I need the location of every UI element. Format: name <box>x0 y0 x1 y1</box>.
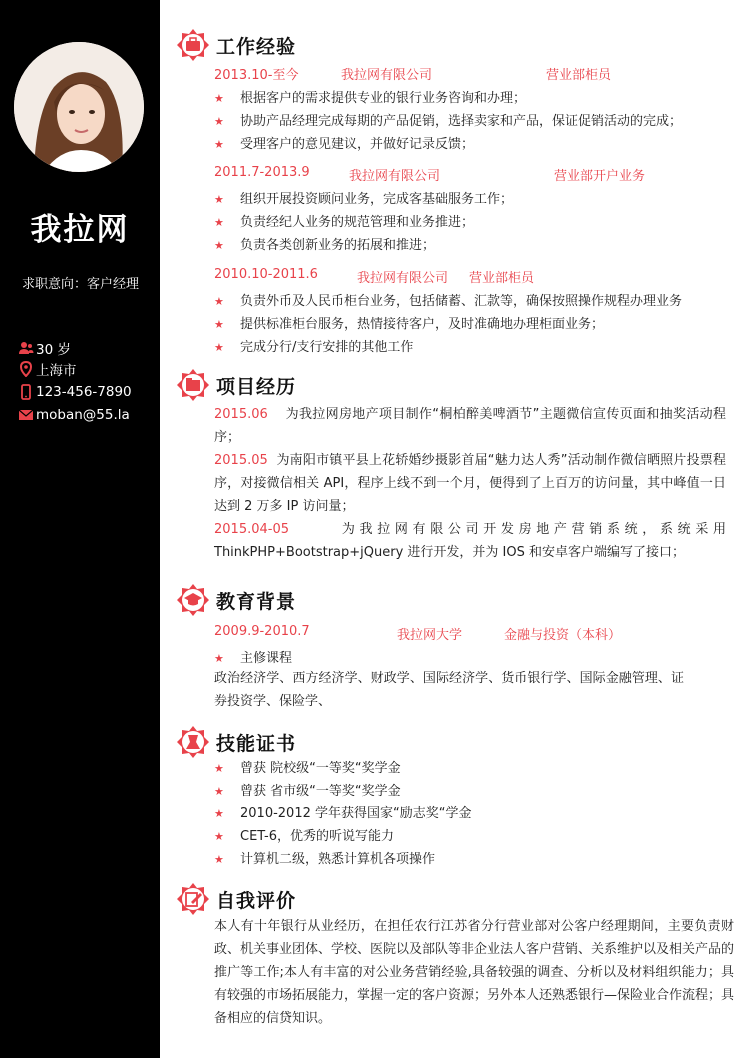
education-section-header <box>176 583 296 617</box>
education-date: 2009.9-2010.7 <box>214 624 310 639</box>
job-2-item: ★ 负责各类创新业务的拓展和推进； <box>214 238 436 253</box>
star-icon: ★ <box>214 830 224 843</box>
courses-list: 政治经济学、西方经济学、财政学、国际经济学、货币银行学、国际金融管理、证券投资学、保险学、 <box>214 671 684 709</box>
job-company: 我拉网有限公司 <box>341 68 433 83</box>
job-role: 营业部开户业务 <box>554 169 646 184</box>
contact-phone <box>18 382 132 402</box>
courses-label: ★ 主修课程 <box>214 651 293 666</box>
job-3-item: ★ 提供标准柜台服务，热情接待客户，及时准确地办理柜面业务； <box>214 317 605 332</box>
mail-icon <box>18 407 34 423</box>
star-icon: ★ <box>214 193 224 206</box>
star-icon: ★ <box>214 138 224 151</box>
work-section-header <box>176 28 296 62</box>
project-item: 2015.04-05 为我拉网有限公司开发房地产营销系统，系统采用 ThinkPHP+Bootstrap+jQuery 进行开发，并为 IOS 和安卓客户端编写了接口； <box>214 522 726 560</box>
contact-email <box>18 405 130 425</box>
self-eval-section-header <box>176 882 296 916</box>
work-section-title: 工作经验 <box>216 35 297 58</box>
star-icon: ★ <box>214 341 224 354</box>
star-icon: ★ <box>214 92 224 105</box>
job-company: 我拉网有限公司 <box>357 271 449 286</box>
skills-section-title: 技能证书 <box>216 732 297 755</box>
education-school: 我拉网大学 <box>397 628 463 643</box>
edit-icon <box>176 882 210 916</box>
avatar <box>14 42 144 172</box>
skill-item: ★ 曾获 院校级“一等奖“奖学金 <box>214 761 401 776</box>
job-role: 营业部柜员 <box>546 68 612 83</box>
person-icon <box>18 340 34 356</box>
job-3-item: ★ 完成分行/支行安排的其他工作 <box>214 340 414 355</box>
job-intent: 求职意向：客户经理 <box>22 277 140 292</box>
education-section-title: 教育背景 <box>216 590 297 613</box>
job-1-item: ★ 根据客户的需求提供专业的银行业务咨询和办理； <box>214 91 527 106</box>
job-company: 我拉网有限公司 <box>349 169 441 184</box>
star-icon: ★ <box>214 216 224 229</box>
job-1-item: ★ 协助产品经理完成每期的产品促销，选择卖家和产品，保证促销活动的完成； <box>214 114 683 129</box>
star-icon: ★ <box>214 318 224 331</box>
projects-section-title: 项目经历 <box>216 375 297 398</box>
city-text: 上海市 <box>36 363 77 379</box>
graduation-cap-icon <box>176 583 210 617</box>
job-date: 2013.10-至今 <box>214 68 299 83</box>
contact-age <box>18 338 71 358</box>
projects-section-header <box>176 368 296 402</box>
location-pin-icon <box>18 361 34 377</box>
job-date: 2010.10-2011.6 <box>214 267 318 282</box>
skills-section-header <box>176 725 296 759</box>
certificate-icon <box>176 725 210 759</box>
main-content <box>176 0 736 1058</box>
phone-icon <box>18 384 34 400</box>
skill-item: ★ 计算机二级，熟悉计算机各项操作 <box>214 852 436 867</box>
star-icon: ★ <box>214 853 224 866</box>
folder-icon <box>176 368 210 402</box>
self-eval-text: 本人有十年银行从业经历，在担任农行江苏省分行营业部对公客户经理期间，主要负责财政、机关事业团体、学校、医院以及部队等非企业法人客户营销、关系维护以及相关产品的推广等工作;本人有丰富的对公业务营销经验,具备较强的调查、分析以及材料组织能力；具有较强的市场拓展能力，掌握一定的客户资源；另外本人还熟悉银行—保险业合作流程；具备相应的信贷知识。 <box>214 919 735 1026</box>
star-icon: ★ <box>214 807 224 820</box>
briefcase-icon <box>176 28 210 62</box>
skill-item: ★ 曾获 省市级“一等奖“奖学金 <box>214 784 401 799</box>
project-item: 2015.06 为我拉网房地产项目制作“桐柏醉美啤酒节”主题微信宣传页面和抽奖活动程序； <box>214 407 726 445</box>
candidate-name: 我拉网 <box>30 212 130 248</box>
email-text[interactable]: moban@55.la <box>36 407 130 423</box>
star-icon: ★ <box>214 239 224 252</box>
star-icon: ★ <box>214 295 224 308</box>
star-icon: ★ <box>214 652 224 665</box>
skill-item: ★ 2010-2012 学年获得国家“励志奖“学金 <box>214 806 472 821</box>
job-date: 2011.7-2013.9 <box>214 165 310 180</box>
job-role: 营业部柜员 <box>469 271 535 286</box>
star-icon: ★ <box>214 115 224 128</box>
job-3-item: ★ 负责外币及人民币柜台业务，包括储蓄、汇款等，确保按照操作规程办理业务 <box>214 294 683 309</box>
self-eval-section-title: 自我评价 <box>216 889 297 912</box>
education-major: 金融与投资（本科） <box>504 628 622 643</box>
age-text: 30 岁 <box>36 342 71 358</box>
job-2-item: ★ 负责经纪人业务的规范管理和业务推进； <box>214 215 475 230</box>
job-1-item: ★ 受理客户的意见建议，并做好记录反馈； <box>214 137 475 152</box>
phone-text[interactable]: 123-456-7890 <box>36 384 132 400</box>
job-2-item: ★ 组织开展投资顾问业务，完成客基础服务工作； <box>214 192 514 207</box>
sidebar <box>0 0 160 1058</box>
skill-item: ★ CET-6，优秀的听说写能力 <box>214 829 395 844</box>
star-icon: ★ <box>214 785 224 798</box>
project-item: 2015.05 为南阳市镇平县上花轿婚纱摄影首届“魅力达人秀”活动制作微信晒照片投票程序，对接微信相关 API，程序上线不到一个月，便得到了上百万的访问量，其中峰值一日达到 2 万多 IP 访问量； <box>214 453 726 514</box>
star-icon: ★ <box>214 762 224 775</box>
contact-city <box>18 359 77 379</box>
